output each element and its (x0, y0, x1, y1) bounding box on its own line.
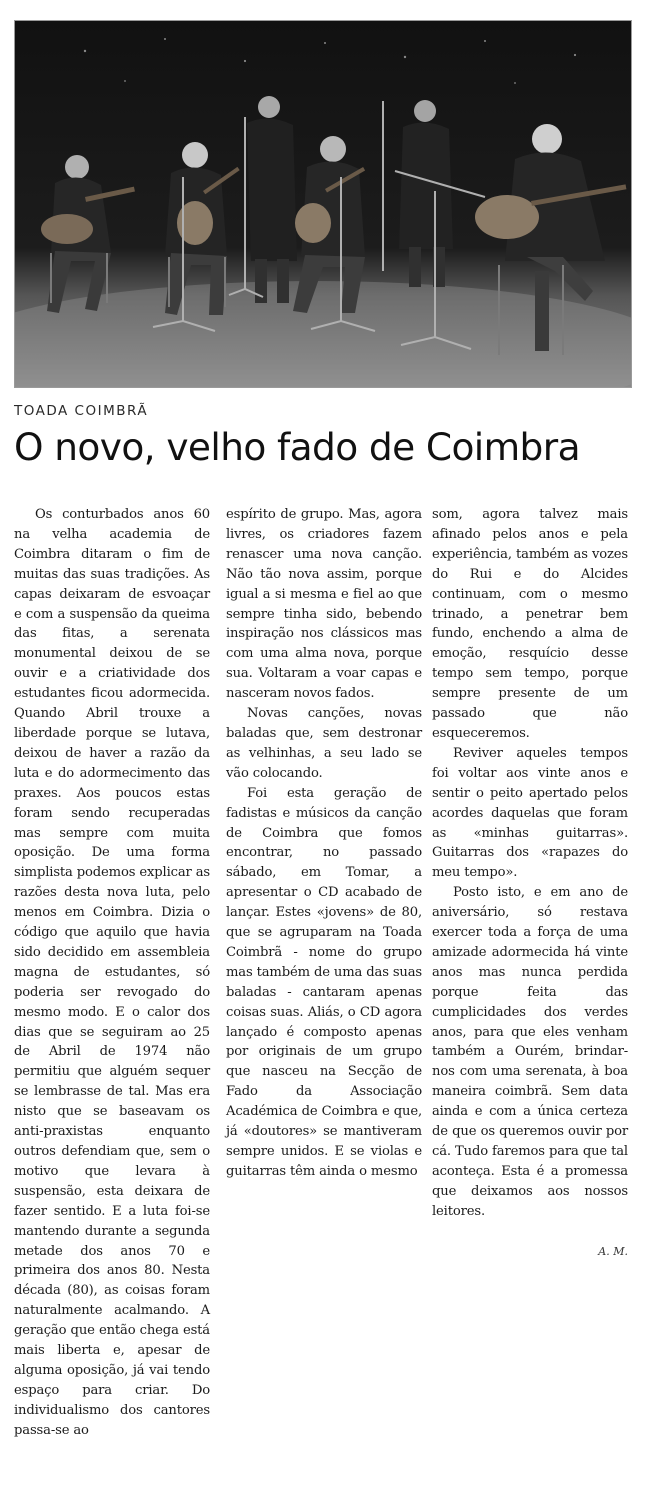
paragraph-continuation: espírito de grupo. Mas, agora livres, os criadores fazem renascer uma nova canção. Não tão nova assim, porque igual a si mesma e fiel ao que sempre tinha sido, bebendo inspiração nos clássicos mas com uma alma nova, porque sua. Voltaram a voar capas e nasceram novos fados. (226, 507, 422, 702)
concert-photo-graphic (15, 21, 631, 387)
article-column-3 (432, 505, 628, 1222)
paragraph: Reviver aqueles tempos foi voltar aos vinte anos e sentir o peito apertado pelos acordes daquelas que foram as «minhas guitarras». Guitarras dos «rapazes do meu tempo». (432, 745, 628, 881)
author-signature: A. M. (598, 1245, 628, 1258)
paragraph-continuation: som, agora talvez mais afinado pelos anos e pela experiência, também as vozes do Rui e do Alcides continuam, com o mesmo trinado, a penetrar bem fundo, enchendo a alma de emoção, resquício desse tempo sem tempo, porque sempre presente de um passado que não esqueceremos. (432, 507, 628, 741)
paragraph: Posto isto, e em ano de aniversário, só restava exercer toda a força de uma amizade adormecida há vinte anos mas nunca perdida porque feita das cumplicidades dos verdes anos, para que eles venham também a Ourém, brindar-nos com uma serenata, à boa maneira coimbrã. Sem data ainda e com a única certeza de que os queremos ouvir por cá. Tudo faremos para que tal aconteça. Esta é a promessa que deixamos aos nossos leitores. (432, 885, 628, 1219)
article-column-2 (226, 505, 422, 1182)
article-column-1 (14, 505, 210, 1441)
section-kicker: TOADA COIMBRÃ (14, 403, 149, 419)
concert-photo (14, 20, 632, 388)
paragraph: Novas canções, novas baladas que, sem destronar as velhinhas, a seu lado se vão colocando. (226, 706, 422, 781)
paragraph: Foi esta geração de fadistas e músicos da canção de Coimbra que fomos encontrar, no passado sábado, em Tomar, a apresentar o CD acabado de lançar. Estes «jovens» de 80, que se agruparam na Toada Coimbrã - nome do grupo mas também de uma das suas baladas - cantaram apenas coisas suas. Aliás, o CD agora lançado é composto apenas por originais de um grupo que nasceu na Secção de Fado da Associação Académica de Coimbra e que, já «doutores» se mantiveram sempre unidos. E se violas e guitarras têm ainda o mesmo (226, 785, 422, 1179)
article-headline: O novo, velho fado de Coimbra (14, 425, 580, 469)
paragraph: Os conturbados anos 60 na velha academia de Coimbra ditaram o fim de muitas das suas tradições. As capas deixaram de esvoaçar e com a suspensão da queima das fitas, a serenata monumental deixou de se ouvir e a criatividade dos estudantes ficou adormecida. Quando Abril trouxe a liberdade porque se lutava, deixou de haver a razão da luta e do adormecimento das praxes. Aos poucos estas foram sendo recuperadas mas sempre com muita oposição. De uma forma simplista podemos explicar as razões desta nova luta, pelo menos em Coimbra. Dizia o código que aquilo que havia sido decidido em assembleia magna de estudantes, só poderia ser revogado do mesmo modo. E o calor dos dias que se seguiram ao 25 de Abril de 1974 não permitiu que alguém sequer se lembrasse de tal. Mas era nisto que se baseavam os anti-praxistas enquanto outros defendiam que, sem o motivo que levara à suspensão, esta deixara de fazer sentido. E a luta foi-se mantendo durante a segunda metade dos anos 70 e primeira dos anos 80. Nesta década (80), as coisas foram naturalmente acalmando. A geração que então chega está mais liberta e, apesar de alguma oposição, já vai tendo espaço para criar. Do individualismo dos cantores passa-se ao (14, 507, 210, 1438)
